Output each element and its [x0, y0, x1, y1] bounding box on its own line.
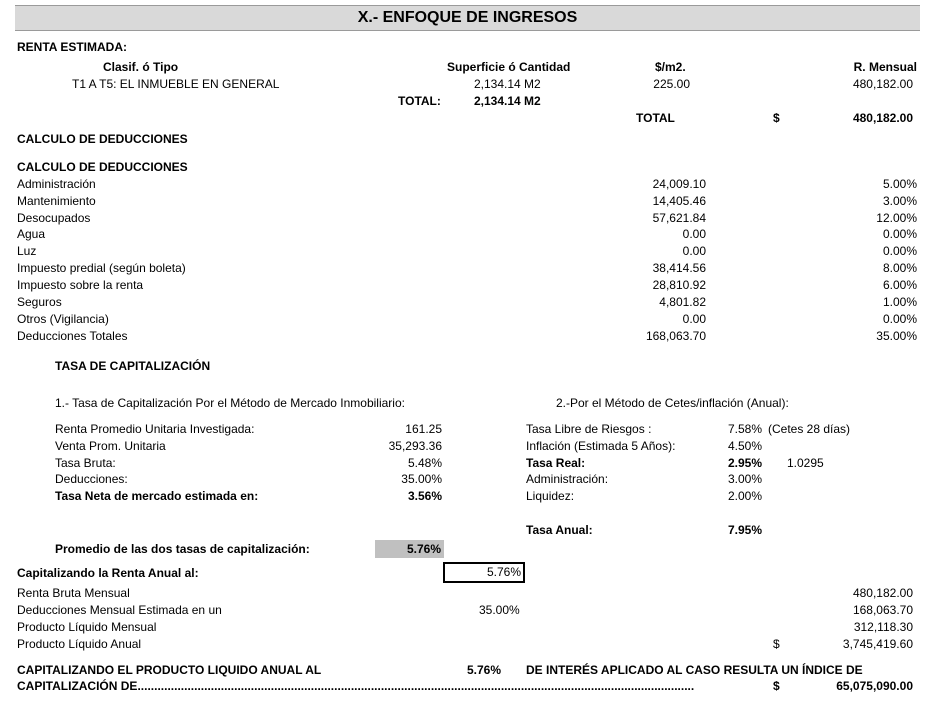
- deduccion-amount: 28,810.92: [652, 278, 706, 292]
- deduccion-amount: 0.00: [682, 244, 706, 258]
- deduccion-amount: 0.00: [682, 227, 706, 241]
- final-line1b: DE INTERÉS APLICADO AL CASO RESULTA UN ÍNDICE DE: [526, 663, 863, 677]
- method1-value: 5.48%: [407, 456, 442, 470]
- renta-heading: RENTA ESTIMADA:: [17, 40, 127, 54]
- m2-real-value: 2.95%: [728, 456, 763, 470]
- section-title: X.- ENFOQUE DE INGRESOS: [15, 5, 920, 31]
- m2-admin-value: 3.00%: [728, 472, 763, 486]
- promedio-label: Promedio de las dos tasas de capitalización:: [55, 542, 310, 556]
- liquido-anual-value: 3,745,419.60: [842, 637, 913, 651]
- m2-libre-value: 7.58%: [728, 422, 763, 436]
- renta-total2-value: 480,182.00: [852, 111, 913, 125]
- liquido-anual-currency: $: [773, 637, 780, 651]
- deduccion-label: Seguros: [17, 295, 62, 309]
- renta-total2-currency: $: [773, 111, 780, 125]
- deduccion-pct: 0.00%: [882, 244, 917, 258]
- m2-liquidez-value: 2.00%: [728, 489, 763, 503]
- deducciones-heading-2: CALCULO DE DEDUCCIONES: [17, 160, 188, 174]
- capitalizando-label: Capitalizando la Renta Anual al:: [17, 566, 199, 580]
- renta-bruta-value: 480,182.00: [852, 586, 913, 600]
- deduccion-pct: 0.00%: [882, 227, 917, 241]
- method1-value: 35.00%: [401, 472, 442, 486]
- renta-row-mensual: 480,182.00: [852, 77, 913, 91]
- m2-real-label: Tasa Real:: [526, 456, 586, 470]
- renta-bruta-label: Renta Bruta Mensual: [17, 586, 130, 600]
- deduccion-label: Otros (Vigilancia): [17, 312, 109, 326]
- deduccion-amount: 24,009.10: [652, 177, 706, 191]
- m2-liquidez-label: Liquidez:: [526, 489, 575, 503]
- deduccion-pct: 12.00%: [876, 211, 917, 225]
- renta-total2-label: TOTAL: [636, 111, 675, 125]
- deducciones-mensual-label: Deducciones Mensual Estimada en un: [17, 603, 222, 617]
- deduccion-amount: 4,801.82: [659, 295, 706, 309]
- method1-value: 35,293.36: [388, 439, 442, 453]
- deduccion-pct: 6.00%: [882, 278, 917, 292]
- deduccion-pct: 3.00%: [882, 194, 917, 208]
- m2-anual-value: 7.95%: [728, 523, 763, 537]
- method1-value: 161.25: [405, 422, 442, 436]
- deduccion-label: Impuesto sobre la renta: [17, 278, 144, 292]
- promedio-value: 5.76%: [406, 542, 441, 556]
- deduccion-amount: 14,405.46: [652, 194, 706, 208]
- final-currency: $: [773, 679, 780, 693]
- liquido-anual-label: Producto Líquido Anual: [17, 637, 142, 651]
- col-mensual-header: R. Mensual: [853, 60, 917, 74]
- m2-real-factor: 1.0295: [787, 456, 824, 470]
- m2-inflacion-value: 4.50%: [728, 439, 763, 453]
- deducciones-heading-1: CALCULO DE DEDUCCIONES: [17, 132, 188, 146]
- method1-net-value: 3.56%: [407, 489, 442, 503]
- m2-anual-label: Tasa Anual:: [526, 523, 593, 537]
- tasa-heading: TASA DE CAPITALIZACIÓN: [55, 359, 211, 373]
- deduccion-pct: 1.00%: [882, 295, 917, 309]
- capitalizando-value: 5.76%: [486, 565, 521, 579]
- deduccion-label: Luz: [17, 244, 37, 258]
- deduccion-pct: 0.00%: [882, 312, 917, 326]
- method1-label: Venta Prom. Unitaria: [55, 439, 166, 453]
- m2-libre-label: Tasa Libre de Riesgos :: [526, 422, 652, 436]
- col-superficie-header: Superficie ó Cantidad: [447, 60, 571, 74]
- m2-admin-label: Administración:: [526, 472, 609, 486]
- method1-label: Renta Promedio Unitaria Investigada:: [55, 422, 255, 436]
- renta-total-superficie: 2,134.14 M2: [474, 94, 541, 108]
- method1-label: Deducciones:: [55, 472, 128, 486]
- method1-label: Tasa Bruta:: [55, 456, 116, 470]
- liquido-mensual-label: Producto Líquido Mensual: [17, 620, 157, 634]
- col-precio-header: $/m2.: [655, 60, 686, 74]
- deduccion-label: Deducciones Totales: [17, 329, 128, 343]
- liquido-mensual-value: 312,118.30: [853, 620, 913, 634]
- method1-title: 1.- Tasa de Capitalización Por el Método de Mercado Inmobiliario:: [55, 396, 405, 410]
- method1-net-label: Tasa Neta de mercado estimada en:: [55, 489, 259, 503]
- deduccion-label: Desocupados: [17, 211, 91, 225]
- renta-row-precio: 225.00: [653, 77, 690, 91]
- deduccion-label: Agua: [17, 227, 46, 241]
- renta-total-label: TOTAL:: [398, 94, 441, 108]
- deducciones-mensual-value: 168,063.70: [852, 603, 913, 617]
- final-pct: 5.76%: [467, 663, 502, 677]
- deduccion-label: Mantenimiento: [17, 194, 96, 208]
- deduccion-label: Impuesto predial (según boleta): [17, 261, 186, 275]
- deduccion-amount: 57,621.84: [652, 211, 706, 225]
- m2-inflacion-label: Inflación (Estimada 5 Años):: [526, 439, 676, 453]
- deduccion-amount: 38,414.56: [652, 261, 706, 275]
- renta-row-tipo: T1 A T5: EL INMUEBLE EN GENERAL: [72, 77, 280, 91]
- deduccion-pct: 35.00%: [876, 329, 917, 343]
- final-value: 65,075,090.00: [836, 679, 913, 693]
- deducciones-mensual-pct: 35.00%: [479, 603, 520, 617]
- deduccion-label: Administración: [17, 177, 96, 191]
- col-clasif-header: Clasif. ó Tipo: [103, 60, 179, 74]
- deduccion-amount: 168,063.70: [645, 329, 706, 343]
- deduccion-amount: 0.00: [682, 312, 706, 326]
- m2-libre-note: (Cetes 28 días): [768, 422, 851, 436]
- renta-row-superficie: 2,134.14 M2: [474, 77, 541, 91]
- deduccion-pct: 5.00%: [882, 177, 917, 191]
- deduccion-pct: 8.00%: [882, 261, 917, 275]
- final-line2: CAPITALIZACIÓN DE.......................................................................................................................................................................: [17, 679, 695, 693]
- final-line1: CAPITALIZANDO EL PRODUCTO LIQUIDO ANUAL AL: [17, 663, 322, 677]
- method2-title: 2.-Por el Método de Cetes/inflación (Anual):: [556, 396, 789, 410]
